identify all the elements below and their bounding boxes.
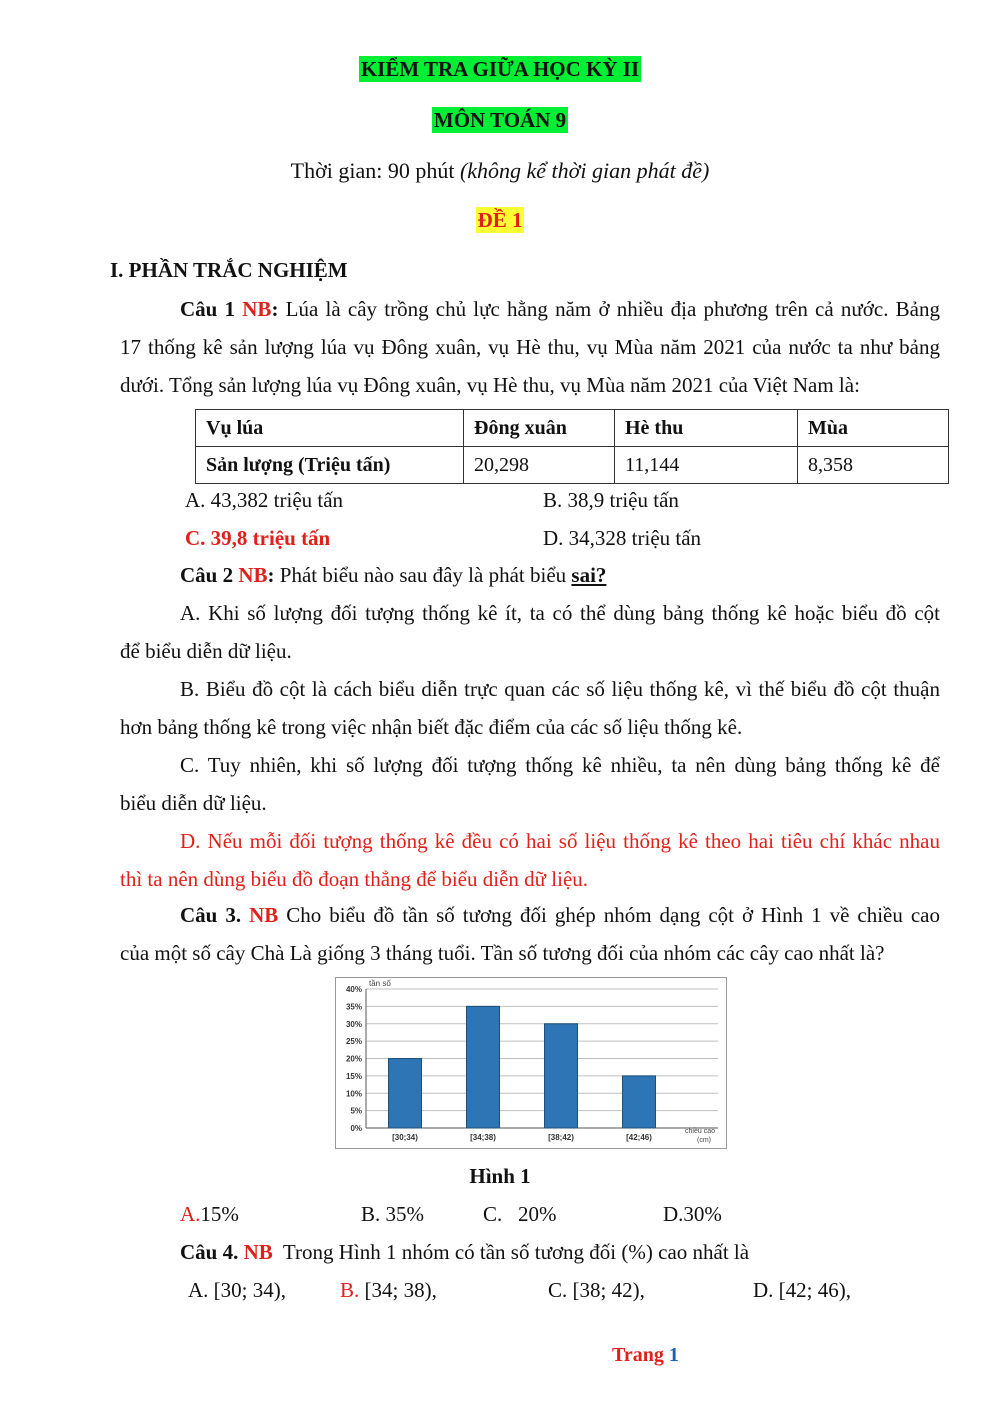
y-tick-label: 40% xyxy=(345,985,362,994)
section-title: I. PHẦN TRẮC NGHIỆM xyxy=(110,258,348,282)
y-tick-label: 35% xyxy=(345,1002,362,1012)
question-4: Câu 4. NB Trong Hình 1 nhóm có tần số tương đối (%) cao nhất là xyxy=(180,1240,750,1264)
question-1: Câu 1 NB: Lúa là cây trồng chủ lực hằng năm ở nhiều địa phương trên cả nước. Bảng 17 thống kê sản lượng lúa vụ Đông xuân, vụ Hè thu, vụ Mùa năm 2021 của nước ta như bảng dưới. Tổng sản lượng lúa vụ Đông xuân, vụ Hè thu, vụ Mùa năm 2021 của Việt Nam là: xyxy=(120,297,940,397)
q3-option-b: B. 35% xyxy=(361,1202,424,1226)
y-tick-label: 5% xyxy=(350,1106,362,1116)
bar xyxy=(623,1076,656,1128)
question-2: Câu 2 NB: Phát biểu nào sau đây là phát biểu sai? A. Khi số lượng đối tượng thống kê ít, ta có thể dùng bảng thống kê hoặc biểu đồ cột để biểu diễn dữ liệu. B. Biểu đồ cột là cách biểu diễn trực quan các số liệu thống kê, vì thế biểu đồ cột thuận hơn bảng thống kê trong việc nhận biết đặc điểm của các số liệu thống kê. C. Tuy nhiên, khi số lượng đối tượng thống kê nhiều, ta nên dùng bảng thống kê để biểu diễn dữ liệu. D. Nếu mỗi đối tượng thống kê đều có hai số liệu thống kê theo hai tiêu chí khác nhau thì ta nên dùng biểu đồ đoạn thẳng để biểu diễn dữ liệu. xyxy=(120,563,940,891)
table-header-row: Vụ lúa Đông xuân Hè thu Mùa xyxy=(196,410,949,447)
figure-caption: Hình 1 xyxy=(469,1164,531,1188)
q1-option-d: D. 34,328 triệu tấn xyxy=(543,526,702,550)
q3-option-c: C. 20% xyxy=(483,1202,557,1226)
q1-option-a: A. 43,382 triệu tấn xyxy=(185,488,344,512)
q1-option-c-answer: C. 39,8 triệu tấn xyxy=(185,526,331,550)
q2-option-b: B. Biểu đồ cột là cách biểu diễn trực quan các số liệu thống kê, vì thế biểu đồ cột thuận xyxy=(180,677,940,701)
y-tick-label: 10% xyxy=(345,1089,362,1099)
x-tick-label: [34;38) xyxy=(470,1133,496,1142)
x-axis-unit: (cm) xyxy=(697,1137,711,1144)
bar xyxy=(545,1024,578,1128)
page-footer: Trang 1 xyxy=(612,1344,679,1366)
exam-title: KIỂM TRA GIỮA HỌC KỲ II xyxy=(360,57,640,81)
y-axis-label: tần số xyxy=(369,979,391,988)
x-tick-label: [38;42) xyxy=(548,1133,574,1142)
q2-option-d-answer: D. Nếu mỗi đối tượng thống kê đều có hai số liệu thống kê theo hai tiêu chí khác nhau xyxy=(180,829,940,853)
rice-output-table xyxy=(195,409,949,484)
bar xyxy=(467,1006,500,1128)
subject-title: MÔN TOÁN 9 xyxy=(433,108,567,132)
table-row: Sản lượng (Triệu tấn) 20,298 11,144 8,358 xyxy=(196,447,949,484)
q4-option-c: C. [38; 42), xyxy=(548,1278,645,1302)
q2-option-c: C. Tuy nhiên, khi số lượng đối tượng thống kê nhiều, ta nên dùng bảng thống kê để xyxy=(180,753,940,777)
question-3: Câu 3. NB Cho biểu đồ tần số tương đối ghép nhóm dạng cột ở Hình 1 về chiều cao của một số cây Chà Là giống 3 tháng tuổi. Tần số tương đối của nhóm các cây cao nhất là? xyxy=(120,903,940,965)
bar-chart-svg xyxy=(336,978,726,1148)
q1-option-b: B. 38,9 triệu tấn xyxy=(543,488,679,512)
y-tick-label: 30% xyxy=(345,1019,362,1029)
exam-code: ĐỀ 1 xyxy=(477,208,523,232)
q3-option-a-answer: A.15% xyxy=(180,1202,239,1226)
q4-option-b-answer: B. [34; 38), xyxy=(340,1278,437,1302)
y-tick-label: 15% xyxy=(345,1071,362,1081)
bar xyxy=(389,1059,422,1129)
q3-option-d: D.30% xyxy=(663,1202,722,1226)
y-tick-label: 20% xyxy=(345,1054,362,1064)
x-axis-label: chiều cao xyxy=(685,1128,715,1135)
q2-option-a: A. Khi số lượng đối tượng thống kê ít, ta có thể dùng bảng thống kê hoặc biểu đồ cột xyxy=(180,601,940,625)
x-tick-label: [42;46) xyxy=(626,1133,652,1142)
x-tick-label: [30;34) xyxy=(392,1133,418,1142)
frequency-chart xyxy=(335,977,727,1149)
time-line: Thời gian: 90 phút (không kể thời gian phát đề) xyxy=(290,158,710,183)
y-tick-label: 0% xyxy=(350,1124,362,1133)
q4-option-d: D. [42; 46), xyxy=(753,1278,851,1302)
q4-option-a: A. [30; 34), xyxy=(188,1278,286,1302)
y-tick-label: 25% xyxy=(345,1037,362,1047)
